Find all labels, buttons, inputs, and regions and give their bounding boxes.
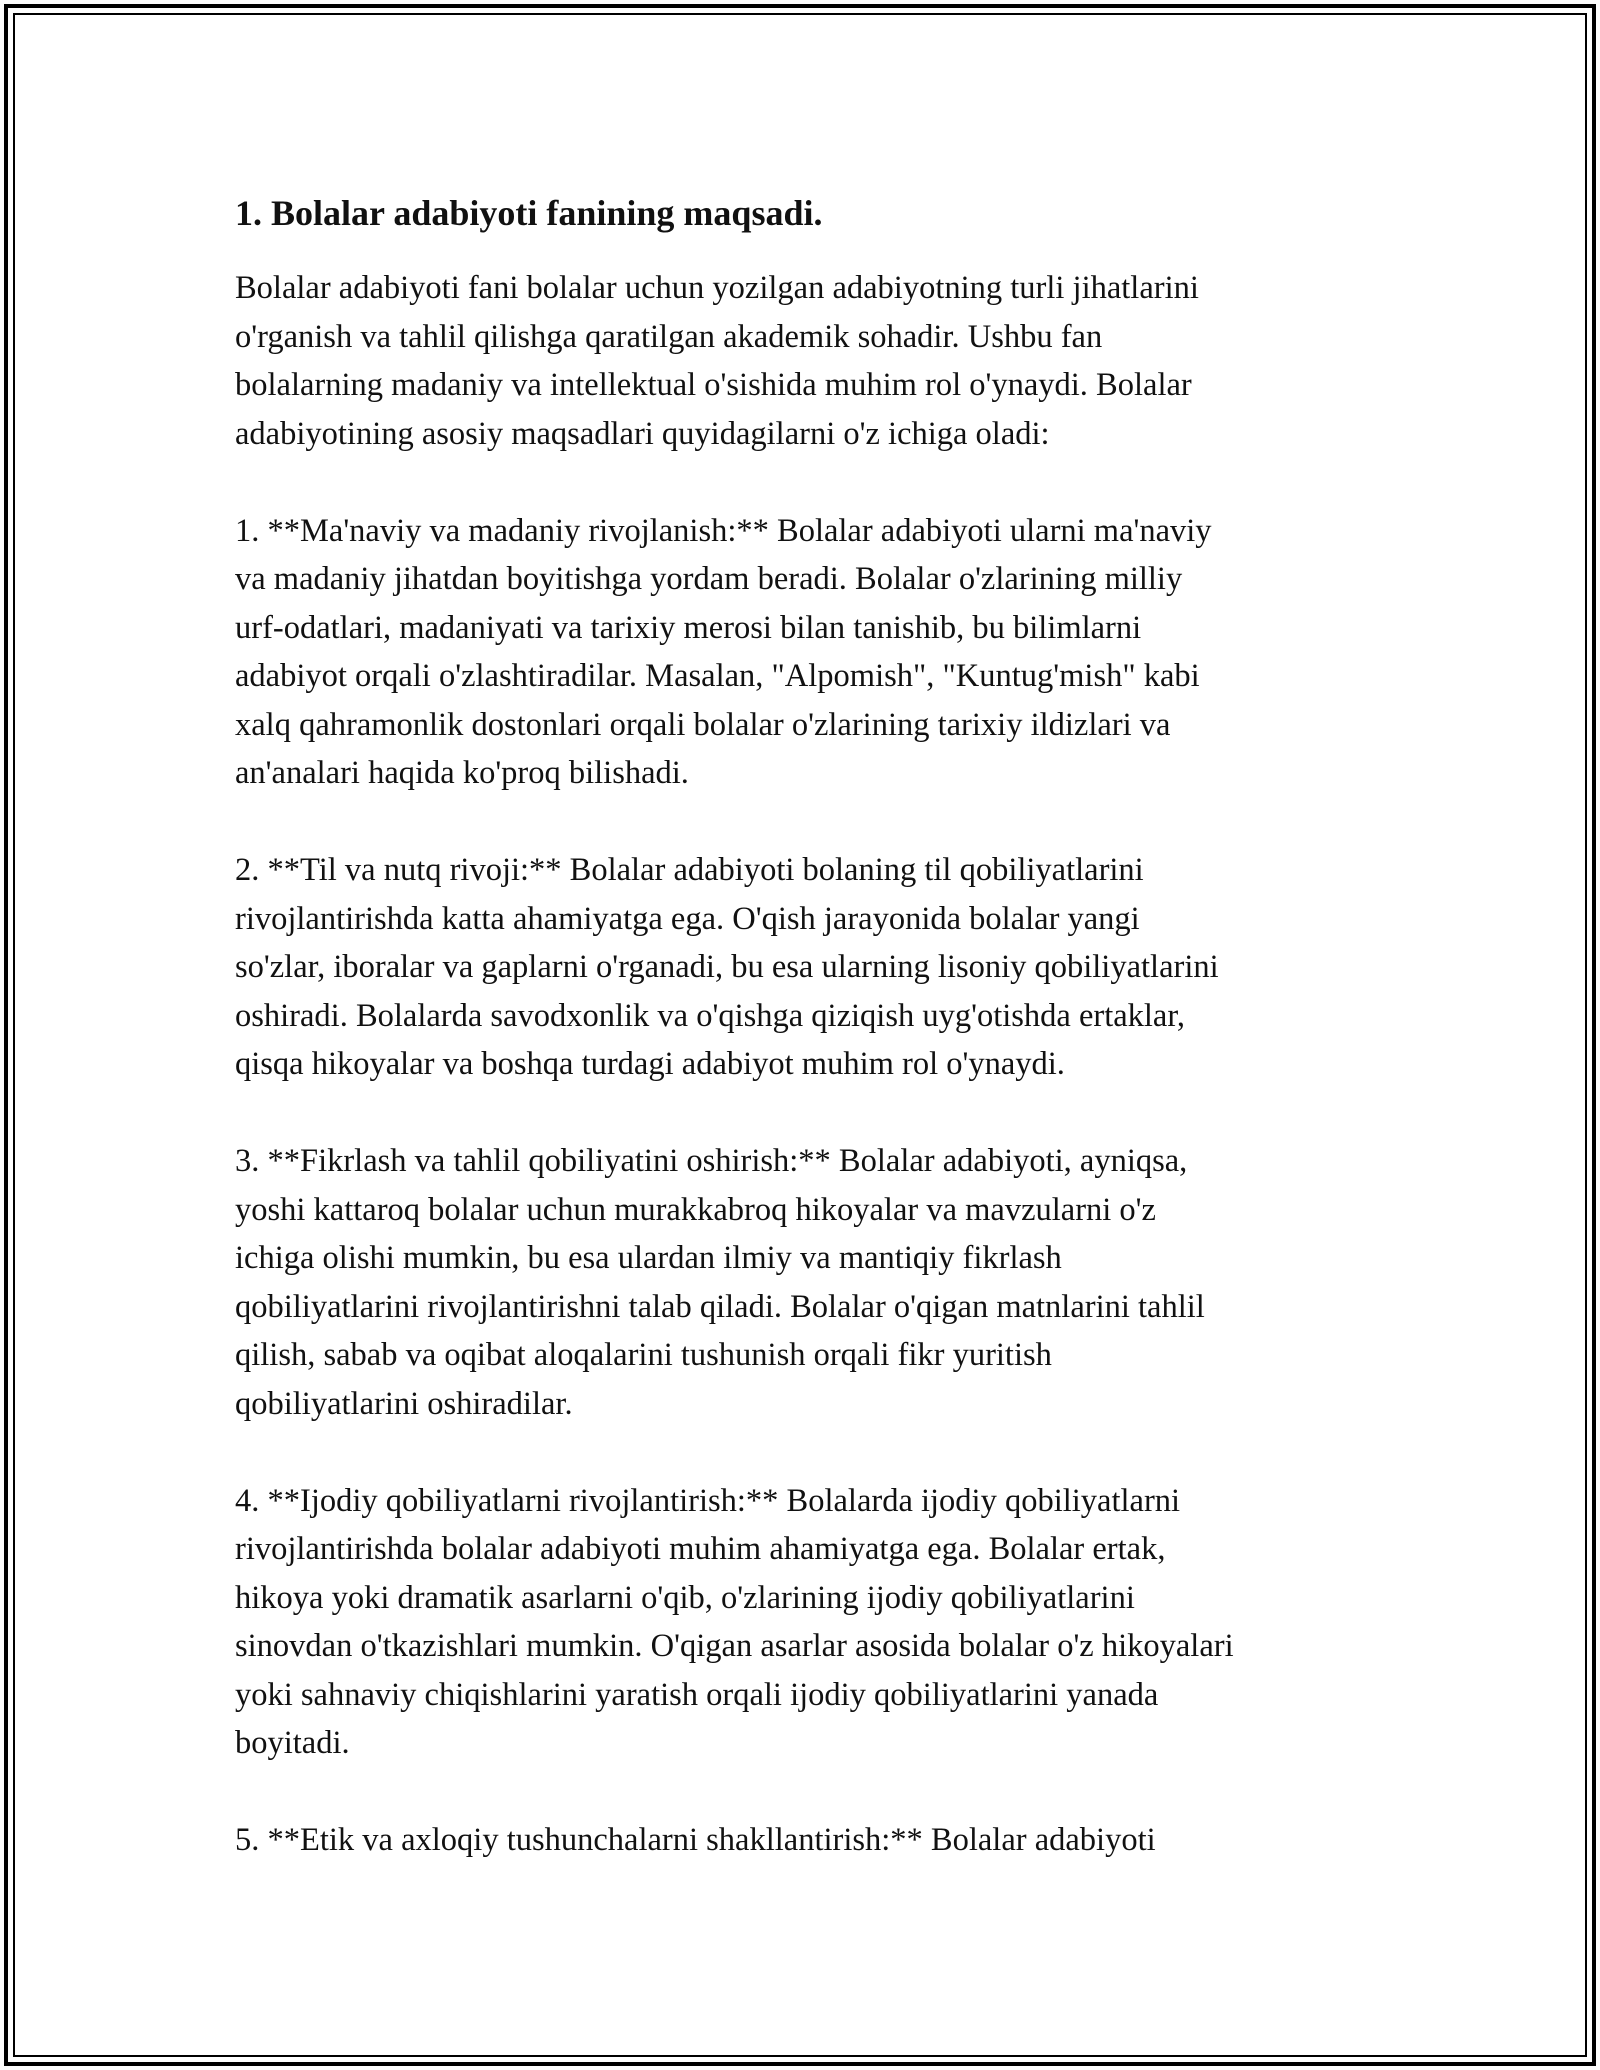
text-line: 4. **Ijodiy qobiliyatlarni rivojlantirish:** Bolalarda ijodiy qobiliyatlarni	[235, 1482, 1181, 1519]
text-line: qobiliyatlarini oshiradilar.	[235, 1385, 573, 1422]
text-line: 3. **Fikrlash va tahlil qobiliyatini oshirish:** Bolalar adabiyoti, ayniqsa,	[235, 1143, 1188, 1179]
text-line: yoshi kattaroq bolalar uchun murakkabroq hikoyalar va mavzularni o'z	[235, 1191, 1156, 1228]
text-line: qisqa hikoyalar va boshqa turdagi adabiyot muhim rol o'ynaydi.	[235, 1046, 1065, 1082]
text-line: so'zlar, iboralar va gaplarni o'rganadi, bu esa ularning lisoniy qobiliyatlarini	[235, 949, 1219, 985]
text-line: rivojlantirishda katta ahamiyatga ega. O'qish jarayonida bolalar yangi	[235, 900, 1140, 937]
text-line: adabiyot orqali o'zlashtiradilar. Masalan, "Alpomish", "Kuntug'mish" kabi	[235, 658, 1200, 694]
text-line: 1. **Ma'naviy va madaniy rivojlanish:** Bolalar adabiyoti ularni ma'naviy	[235, 512, 1212, 549]
list-item-4	[235, 1477, 1395, 1768]
list-item-5	[235, 1816, 1395, 1865]
text-line: boyitadi.	[235, 1725, 350, 1761]
document-body	[235, 188, 1395, 1913]
text-line: Bolalar adabiyoti fani bolalar uchun yozilgan adabiyotning turli jihatlarini	[235, 270, 1199, 306]
text-line: adabiyotining asosiy maqsadlari quyidagilarni o'z ichiga oladi:	[235, 415, 1050, 452]
text-line: o'rganish va tahlil qilishga qaratilgan akademik sohadir. Ushbu fan	[235, 318, 1103, 355]
text-line: hikoya yoki dramatik asarlarni o'qib, o'zlarining ijodiy qobiliyatlarini	[235, 1579, 1135, 1616]
text-line: oshiradi. Bolalarda savodxonlik va o'qishga qiziqish uyg'otishda ertaklar,	[235, 997, 1186, 1034]
text-line: 2. **Til va nutq rivoji:** Bolalar adabiyoti bolaning til qobiliyatlarini	[235, 852, 1144, 888]
list-item-1	[235, 507, 1395, 798]
text-line: xalq qahramonlik dostonlari orqali bolalar o'zlarining tarixiy ildizlari va	[235, 706, 1171, 743]
text-line: rivojlantirishda bolalar adabiyoti muhim ahamiyatga ega. Bolalar ertak,	[235, 1531, 1166, 1567]
text-line: qilish, sabab va oqibat aloqalarini tushunish orqali fikr yuritish	[235, 1337, 1052, 1373]
paragraph-intro	[235, 264, 1395, 458]
list-item-3	[235, 1137, 1395, 1428]
text-line: yoki sahnaviy chiqishlarini yaratish orqali ijodiy qobiliyatlarini yanada	[235, 1676, 1159, 1713]
text-line: qobiliyatlarini rivojlantirishni talab qiladi. Bolalar o'qigan matnlarini tahlil	[235, 1288, 1205, 1325]
text-line: an'analari haqida ko'proq bilishadi.	[235, 755, 689, 791]
text-line: va madaniy jihatdan boyitishga yordam beradi. Bolalar o'zlarining milliy	[235, 561, 1183, 597]
section-heading: 1. Bolalar adabiyoti fanining maqsadi.	[235, 193, 823, 233]
text-line: urf-odatlari, madaniyati va tarixiy merosi bilan tanishib, bu bilimlarni	[235, 609, 1142, 646]
text-line: ichiga olishi mumkin, bu esa ulardan ilmiy va mantiqiy fikrlash	[235, 1240, 1062, 1276]
list-item-2	[235, 846, 1395, 1089]
text-line: 5. **Etik va axloqiy tushunchalarni shakllantirish:** Bolalar adabiyoti	[235, 1822, 1156, 1858]
text-line: sinovdan o'tkazishlari mumkin. O'qigan asarlar asosida bolalar o'z hikoyalari	[235, 1628, 1234, 1664]
text-line: bolalarning madaniy va intellektual o'sishida muhim rol o'ynaydi. Bolalar	[235, 367, 1192, 403]
